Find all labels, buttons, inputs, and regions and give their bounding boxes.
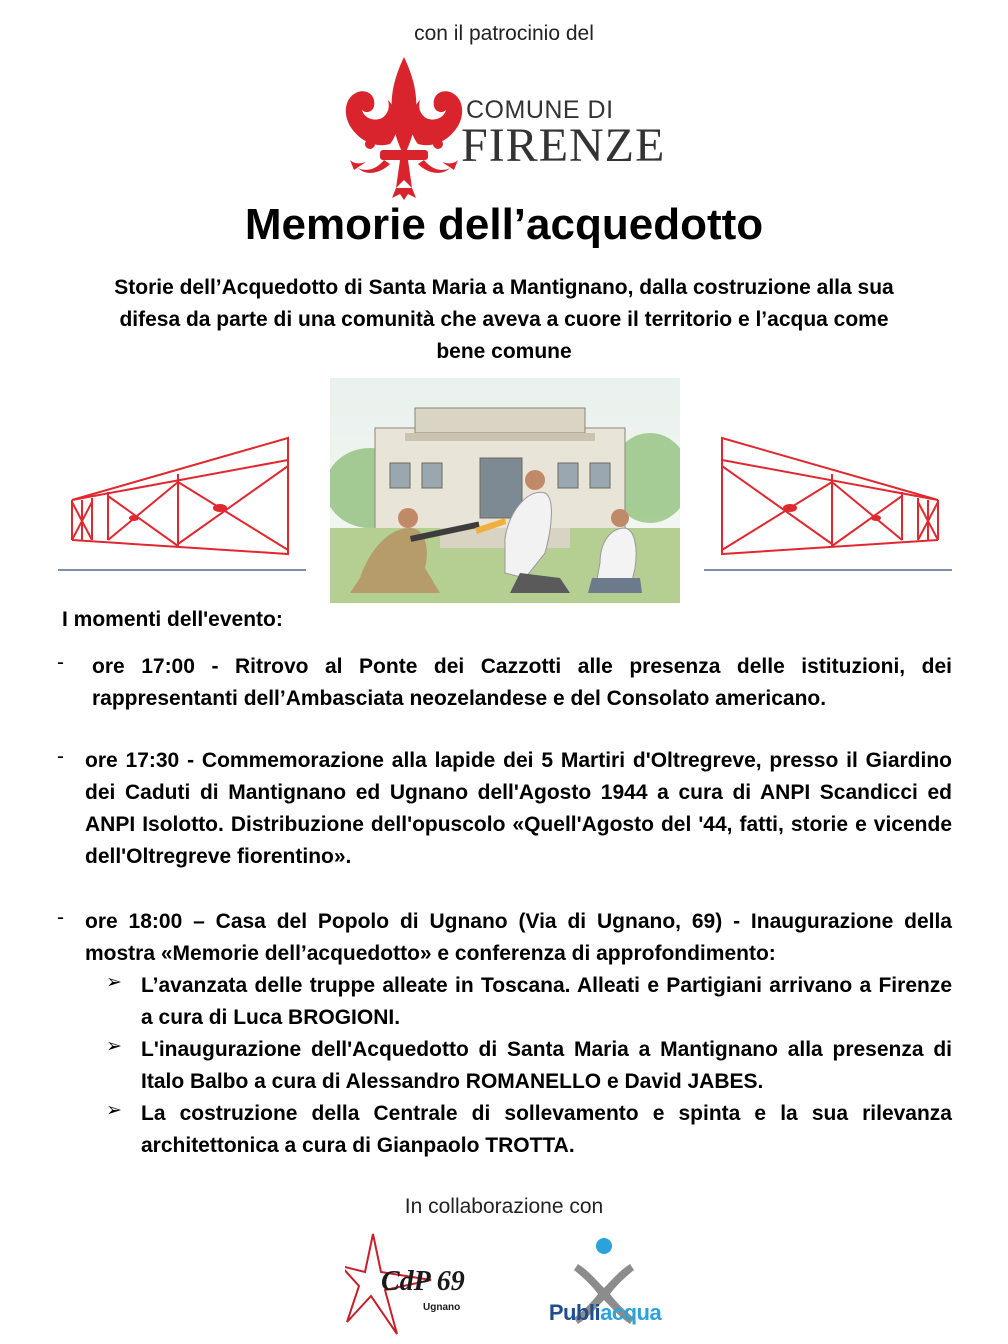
- page-subtitle: Storie dell’Acquedotto di Santa Maria a Mantignano, dalla costruzione alla sua difesa da parte di una comunità che aveva a cuore il territorio e l’acqua come bene comune: [114, 276, 894, 363]
- publiacqua-name-pre: Publi: [548, 1300, 601, 1325]
- bullet-dash: -: [57, 745, 64, 768]
- logo-comune-di-text: COMUNE DI: [466, 96, 614, 124]
- publiacqua-name: [540, 1300, 670, 1326]
- publiacqua-name-post: acqua: [600, 1300, 662, 1325]
- bullet-dash: -: [57, 651, 64, 674]
- event-item-2: ore 17:30 - Commemorazione alla lapide dei 5 Martiri d'Oltregreve, presso il Giardino dei Caduti di Mantignano ed Ugnano dell'Agosto 1944 a cura di ANPI Scandicci ed ANPI Isolotto. Distribuzione dell'opuscolo «Quell'Agosto del '44, fatti, storie e vicende dell'Oltregreve fiorentino».: [85, 749, 952, 868]
- arrow-bullet-icon: ➢: [106, 1036, 122, 1057]
- moments-heading: I momenti dell'evento:: [62, 608, 283, 631]
- event-item-1: ore 17:00 - Ritrovo al Ponte dei Cazzotti alle presenza delle istituzioni, dei rappresentanti dell’Ambasciata neozelandese e del Consolato americano.: [92, 655, 952, 710]
- arrow-bullet-icon: ➢: [106, 1100, 122, 1121]
- page-title: Memorie dell’acquedotto: [244, 200, 764, 249]
- conference-talk-1: L’avanzata delle truppe alleate in Toscana. Alleati e Partigiani arrivano a Firenze a cura di Luca BROGIONI.: [141, 974, 952, 1029]
- cdp-logo-text: CdP 69: [381, 1266, 465, 1297]
- conference-talk-3: La costruzione della Centrale di sollevamento e spinta e la sua rilevanza architettonica a cura di Gianpaolo TROTTA.: [141, 1102, 952, 1157]
- arrow-bullet-icon: ➢: [106, 972, 122, 993]
- bullet-dash: -: [57, 906, 64, 929]
- gate-right-illustration: [702, 430, 952, 575]
- gate-left-illustration: [58, 430, 308, 575]
- collaboration-text: In collaborazione con: [404, 1195, 604, 1218]
- aqueduct-painting: [330, 378, 680, 603]
- conference-talk-2: L'inaugurazione dell'Acquedotto di Santa Maria a Mantignano alla presenza di Italo Balbo a cura di Alessandro ROMANELLO e David JABES.: [141, 1038, 952, 1093]
- event-item-3: ore 18:00 – Casa del Popolo di Ugnano (Via di Ugnano, 69) - Inaugurazione della mostra «Memorie dell’acquedotto» e conferenza di approfondimento:: [85, 910, 952, 965]
- cdp-logo-sub: Ugnano: [423, 1302, 461, 1313]
- patronage-text: con il patrocinio del: [414, 22, 594, 45]
- cdp69-logo: [345, 1232, 480, 1337]
- logo-firenze-text: FIRENZE: [461, 119, 666, 172]
